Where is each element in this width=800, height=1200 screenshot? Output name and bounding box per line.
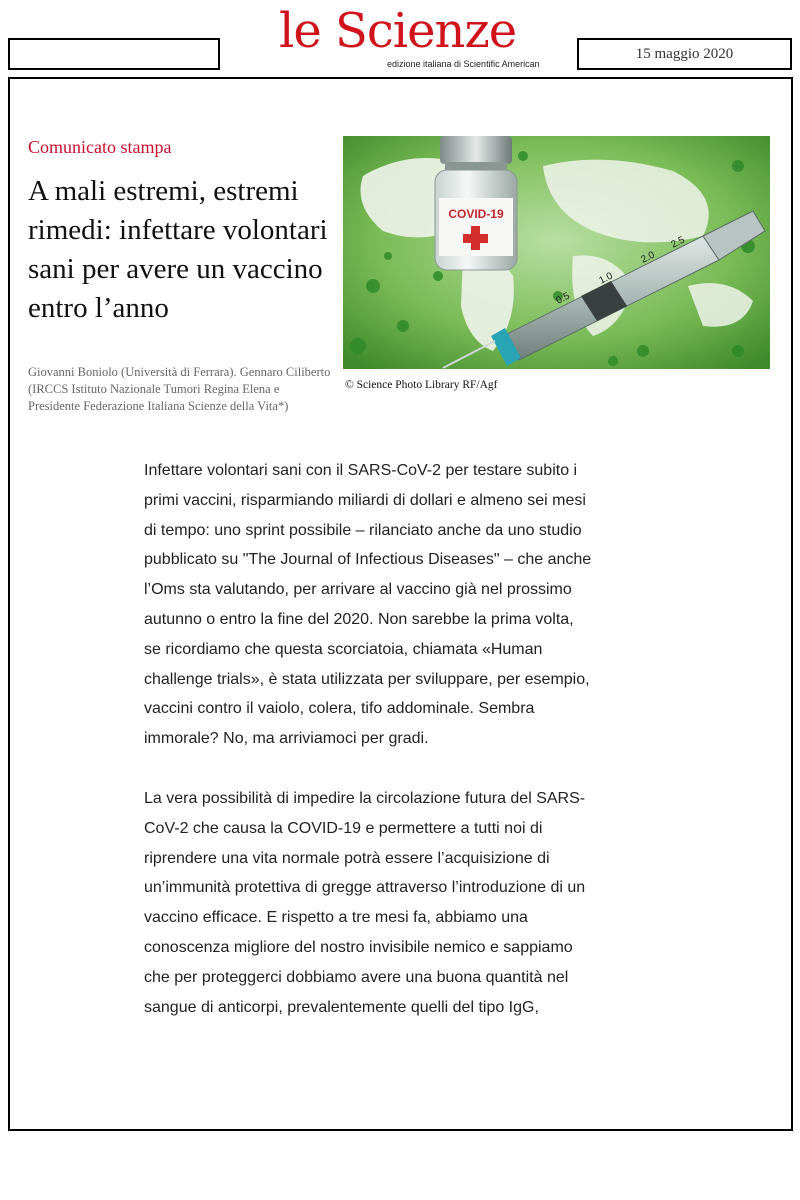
logo-subtitle: edizione italiana di Scientific American <box>387 59 540 69</box>
publication-date: 15 maggio 2020 <box>577 38 792 70</box>
syringe-mark-3: 2.0 <box>639 249 657 266</box>
article-authors: Giovanni Boniolo (Università di Ferrara). Gennaro Ciliberto (IRCCS Istituto Nazionale Tumori Regina Elena e Presidente Federazione Italiana Scienze della Vita*) <box>28 365 331 413</box>
photo-caption: © Science Photo Library RF/Agf <box>345 379 498 391</box>
header-left-box <box>8 38 220 70</box>
syringe-mark-4: 2.5 <box>669 234 687 251</box>
article-paragraph-1: Infettare volontari sani con il SARS-CoV-2 per testare subito i primi vaccini, risparmiando miliardi di dollari e almeno sei mesi di tempo: uno sprint possibile – rilanciato anche da uno studio pubblicato su "The Journal of Infectious Diseases" – che anche l’Oms sta valutando, per arrivare al vaccino già nel prossimo autunno o entro la fine del 2020. Non sarebbe la prima volta, se ricordiamo che questa scorciatoia, chiamata «Human challenge trials», è stata utilizzata per sviluppare, per esempio, vaccini contro il vaiolo, colera, tifo addominale. Sembra immorale? No, ma arriviamoci per gradi. <box>144 462 592 748</box>
article-paragraph-2: La vera possibilità di impedire la circolazione futura del SARS-CoV-2 che causa la COVID-19 e permettere a tutti noi di riprendere una vita normale potrà essere l’acquisizione di un’immunità protettiva di gregge attraverso l’introduzione di un vaccino efficace. E rispetto a tre mesi fa, abbiamo una conoscenza migliore del nostro invisibile nemico e sappiamo che per proteggerci dobbiamo avere una buona quantità nel sangue di anticorpi, prevalentemente quelli del tipo IgG, <box>144 789 586 1016</box>
syringe-mark-2: 1.0 <box>597 270 615 287</box>
logo-wordmark: le Scienze <box>279 3 517 59</box>
vaccine-syringe-illustration <box>343 136 770 369</box>
syringe-mark-1: 0.5 <box>554 290 572 307</box>
vial-label-text: COVID-19 <box>448 207 504 221</box>
section-label[interactable]: Comunicato stampa <box>28 137 172 157</box>
article-photo <box>343 136 770 369</box>
le-scienze-logo[interactable] <box>279 2 540 72</box>
article-body <box>144 456 592 1052</box>
article-title: A mali estremi, estremi rimedi: infettare volontari sani per avere un vaccino entro l’anno <box>28 175 328 324</box>
